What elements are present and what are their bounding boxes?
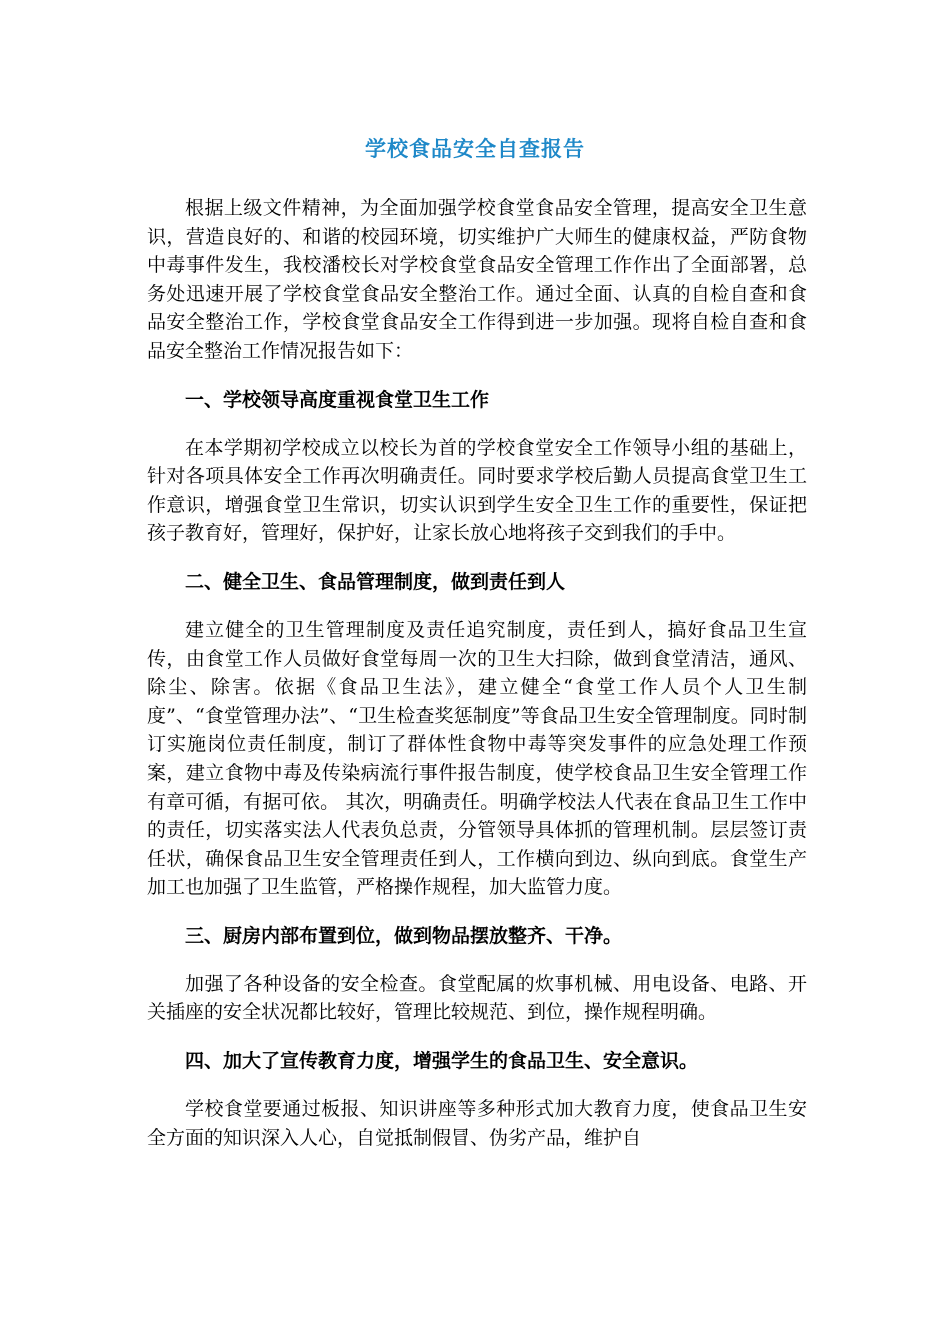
section-heading-2: 二、健全卫生、食品管理制度，做到责任到人 [185, 570, 566, 593]
intro-paragraph: 根据上级文件精神，为全面加强学校食堂食品安全管理，提高安全卫生意识，营造良好的、和谐的校园环境，切实维护广大师生的健康权益，严防食物中毒事件发生，我校潘校长对学校食堂食品安全管理工作作出了全面部署，总务处迅速开展了学校食堂食品安全整治工作。通过全面、认真的自检自查和食品安全整治工作，学校食堂食品安全工作得到进一步加强。现将自检自查和食品安全整治工作情况报告如下： [147, 197, 807, 362]
section-heading-3: 三、厨房内部布置到位，做到物品摆放整齐、干净。 [185, 924, 623, 947]
section-paragraph-2: 建立健全的卫生管理制度及责任追究制度，责任到人，搞好食品卫生宣传，由食堂工作人员做好食堂每周一次的卫生大扫除，做到食堂清洁，通风、除尘、除害。依据《食品卫生法》，建立健全“食堂工作人员个人卫生制度”、“食堂管理办法”、“卫生检查奖惩制度”等食品卫生安全管理制度。同时制订实施岗位责任制度，制订了群体性食物中毒等突发事件的应急处理工作预案，建立食物中毒及传染病流行事件报告制度，使学校食品卫生安全管理工作有章可循，有据可依。 其次，明确责任。明确学校法人代表在食品卫生工作中的责任，切实落实法人代表负总责，分管领导具体抓的管理机制。层层签订责任状，确保食品卫生安全管理责任到人，工作横向到边、纵向到底。食堂生产加工也加强了卫生监管，严格操作规程，加大监管力度。 [147, 618, 807, 899]
section-paragraph-3: 加强了各种设备的安全检查。食堂配属的炊事机械、用电设备、电路、开关插座的安全状况都比较好，管理比较规范、到位，操作规程明确。 [147, 972, 807, 1024]
document-body [147, 194, 807, 1172]
section-paragraph-1: 在本学期初学校成立以校长为首的学校食堂安全工作领导小组的基础上，针对各项具体安全工作再次明确责任。同时要求学校后勤人员提高食堂卫生工作意识，增强食堂卫生常识，切实认识到学生安全卫生工作的重要性，保证把孩子教育好，管理好，保护好，让家长放心地将孩子交到我们的手中。 [147, 436, 807, 545]
section-heading-4: 四、加大了宣传教育力度，增强学生的食品卫生、安全意识。 [185, 1050, 699, 1073]
document-title: 学校食品安全自查报告 [365, 136, 585, 161]
section-paragraph-4: 学校食堂要通过板报、知识讲座等多种形式加大教育力度，使食品卫生安全方面的知识深入人心，自觉抵制假冒、伪劣产品，维护自 [147, 1098, 807, 1149]
section-heading-1: 一、学校领导高度重视食堂卫生工作 [185, 388, 490, 411]
